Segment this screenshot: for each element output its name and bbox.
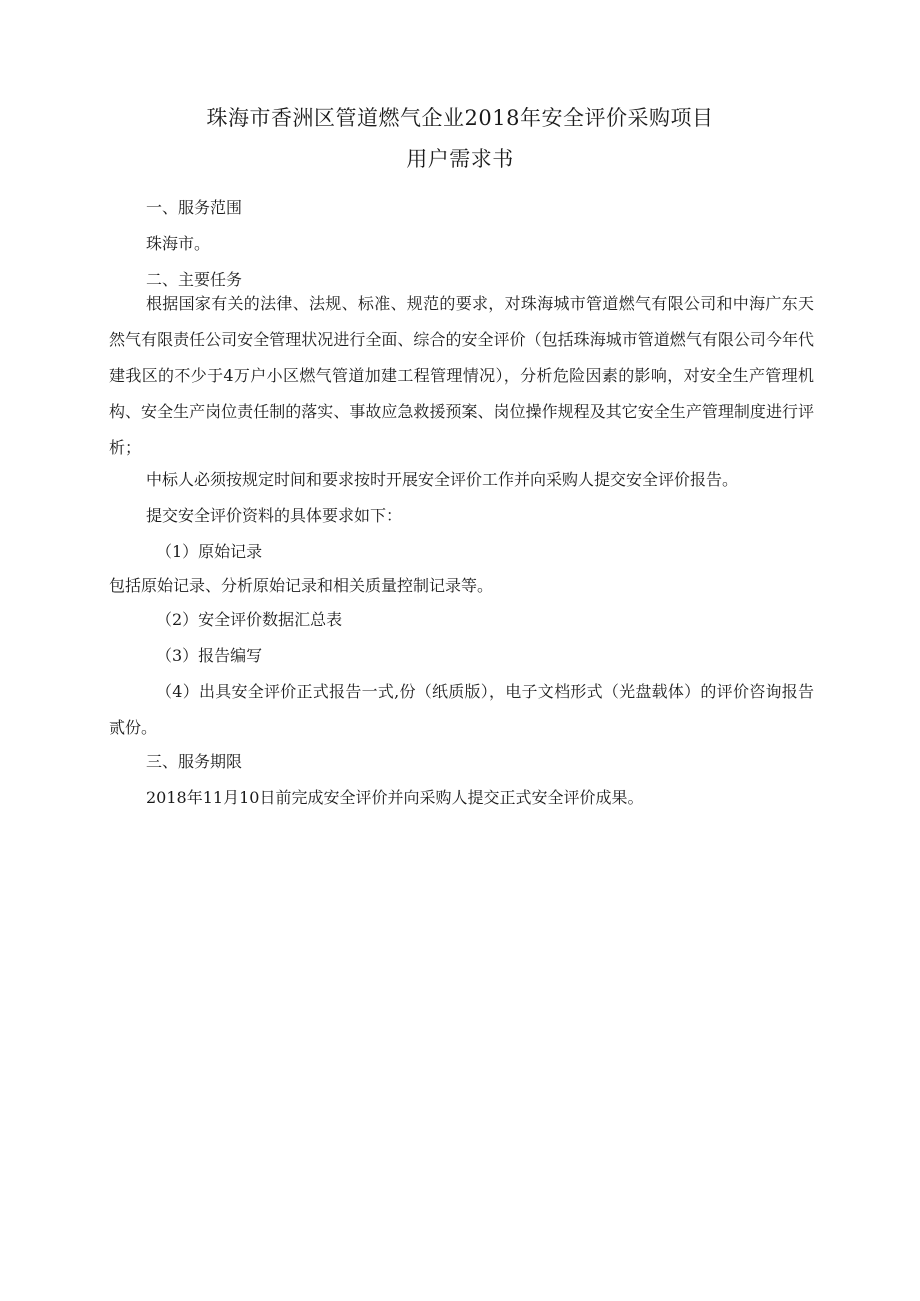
- bidder-requirement-text: 中标人必须按规定时间和要求按时开展安全评价工作并向采购人提交安全评价报告。: [146, 470, 739, 489]
- section-heading-service-period: 三、服务期限: [146, 752, 243, 771]
- submission-requirements-intro: 提交安全评价资料的具体要求如下：: [146, 506, 403, 525]
- original-records-detail: 包括原始记录、分析原始记录和相关质量控制记录等。: [109, 576, 494, 595]
- item-report-writing: （3）报告编写: [156, 646, 263, 665]
- document-subtitle: 用户需求书: [406, 147, 514, 171]
- item-original-records: （1）原始记录: [156, 542, 263, 561]
- section-heading-main-tasks: 二、主要任务: [146, 270, 243, 289]
- document-title: 珠海市香洲区管道燃气企业2018年安全评价采购项目: [206, 106, 714, 130]
- item-data-summary-table: （2）安全评价数据汇总表: [156, 610, 343, 629]
- item-formal-report: （4）出具安全评价正式报告一式,份（纸质版），电子文档形式（光盘载体）的评价咨询报告贰份。: [109, 682, 814, 737]
- section-heading-service-scope: 一、服务范围: [146, 198, 243, 217]
- service-scope-text: 珠海市。: [146, 234, 211, 253]
- service-period-text: 2018年11月10日前完成安全评价并向采购人提交正式安全评价成果。: [146, 788, 644, 807]
- main-tasks-text: 根据国家有关的法律、法规、标准、规范的要求，对珠海城市管道燃气有限公司和中海广东天然气有限责任公司安全管理状况进行全面、综合的安全评价（包括珠海城市管道燃气有限公司今年代建我区的不少于4万户小区燃气管道加建工程管理情况），分析危险因素的影响，对安全生产管理机构、安全生产岗位责任制的落实、事故应急救援预案、岗位操作规程及其它安全生产管理制度进行评析；: [109, 294, 814, 457]
